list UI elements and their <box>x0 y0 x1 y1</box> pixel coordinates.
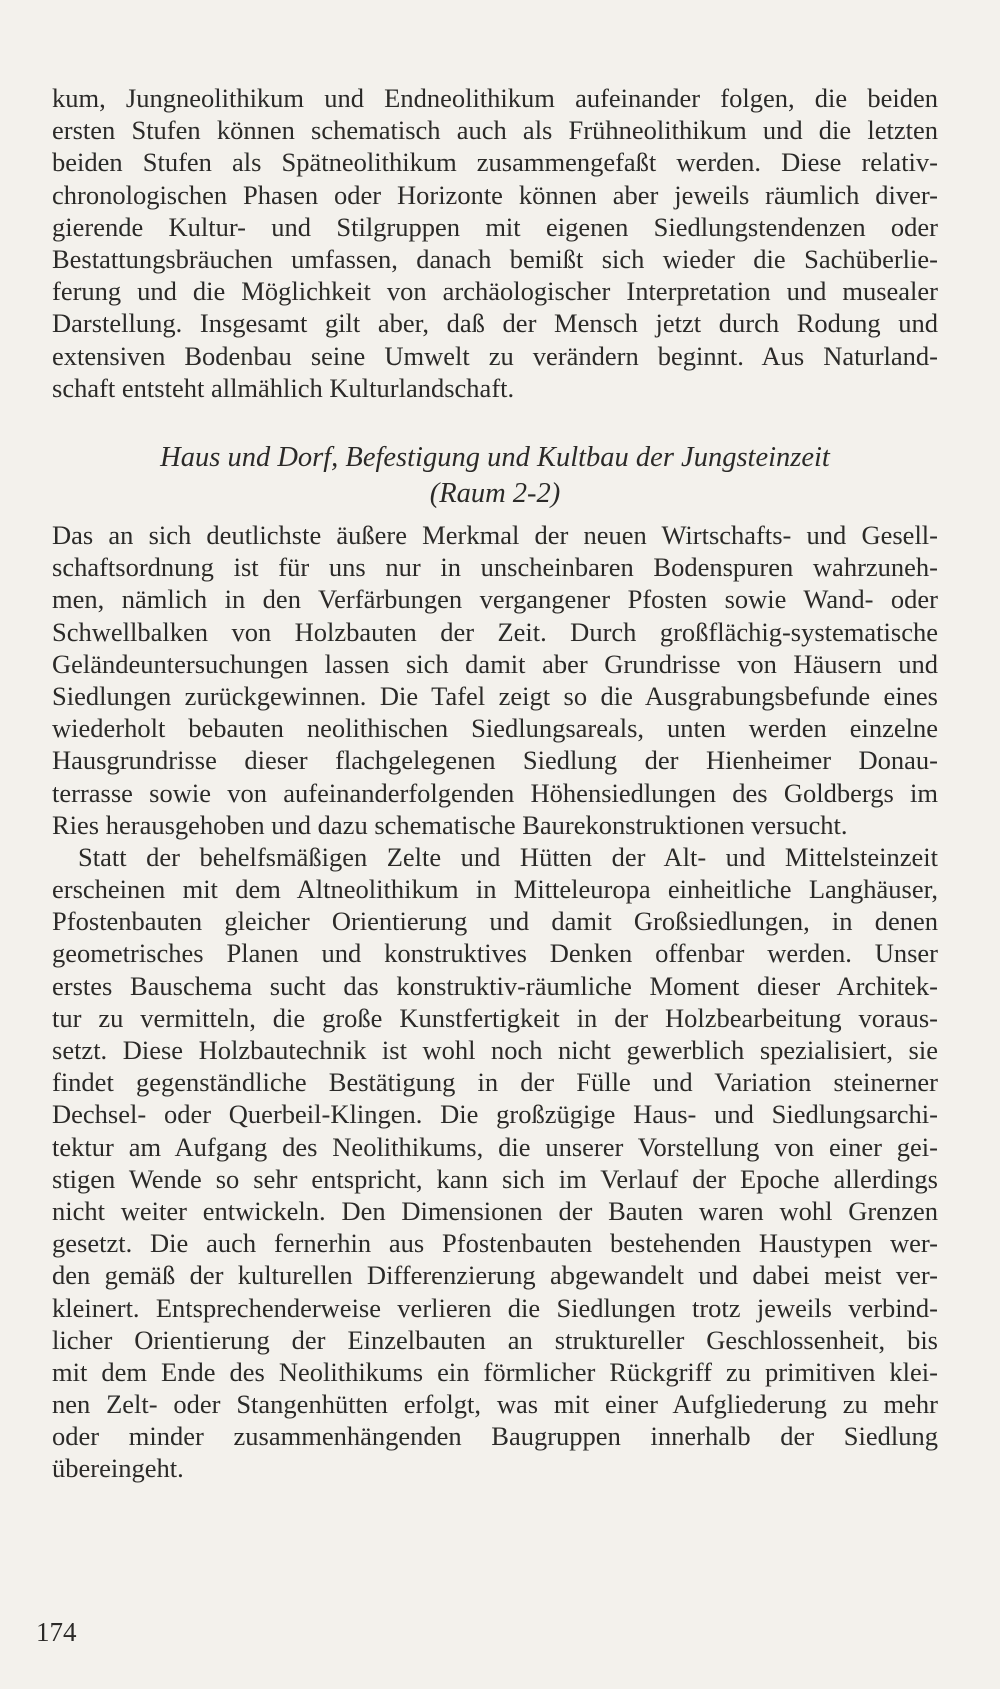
text-line: men, nämlich in den Verfärbungen vergangener Pfosten sowie Wand- oder <box>52 584 938 615</box>
text-line: setzt. Diese Holzbautechnik ist wohl noch nicht gewerblich spezialisiert, sie <box>52 1035 938 1065</box>
text-line: tektur am Aufgang des Neolithikums, die unserer Vorstellung von einer gei- <box>52 1131 938 1162</box>
text-line: übereingeht. <box>52 1453 184 1484</box>
paragraph-1 <box>52 519 938 841</box>
text-line: Statt der behelfsmäßigen Zelte und Hütten der Alt- und Mittelsteinzeit <box>78 841 938 872</box>
text-line: erstes Bauschema sucht das konstruktiv-räumliche Moment dieser Architek- <box>52 970 938 1001</box>
text-line: Das an sich deutlichste äußere Merkmal der neuen Wirtschafts- und Gesell- <box>52 520 938 550</box>
text-line: Schwellbalken von Holzbauten der Zeit. Durch großflächig-systematische <box>52 616 938 647</box>
text-line: gierende Kultur- und Stilgruppen mit eigenen Siedlungstendenzen oder <box>52 211 938 242</box>
text-line: licher Orientierung der Einzelbauten an struktureller Geschlossenheit, bis <box>52 1324 938 1355</box>
text-line: beiden Stufen als Spätneolithikum zusammengefaßt werden. Diese relativ- <box>52 147 938 178</box>
text-line: ferung und die Möglichkeit von archäologischer Interpretation und musealer <box>52 276 938 307</box>
page-number: 174 <box>36 1617 77 1647</box>
paragraph-2 <box>52 841 938 1485</box>
text-line: Bestattungsbräuchen umfassen, danach bemißt sich wieder die Sachüberlie- <box>52 243 938 274</box>
text-line: gesetzt. Die auch fernerhin aus Pfostenbauten bestehenden Haustypen wer- <box>52 1228 938 1259</box>
text-line: geometrisches Planen und konstruktives Denken offenbar werden. Unser <box>52 938 938 969</box>
text-line: nicht weiter entwickeln. Den Dimensionen der Bauten waren wohl Grenzen <box>52 1195 938 1226</box>
text-line: erscheinen mit dem Altneolithikum in Mitteleuropa einheitliche Langhäuser, <box>52 874 938 905</box>
text-line: Hausgrundrisse dieser flachgelegenen Siedlung der Hienheimer Donau- <box>52 745 938 776</box>
section-heading-room: (Raum 2-2) <box>429 478 561 509</box>
text-line: den gemäß der kulturellen Differenzierung abgewandelt und dabei meist ver- <box>52 1260 938 1291</box>
text-line: Ries herausgehoben und dazu schematische Baurekonstruktionen versucht. <box>52 809 848 840</box>
text-line: Geländeuntersuchungen lassen sich damit aber Grundrisse von Häusern und <box>52 648 938 679</box>
text-line: oder minder zusammenhängenden Baugruppen innerhalb der Siedlung <box>52 1421 938 1452</box>
text-line: ersten Stufen können schematisch auch als Frühneolithikum und die letzten <box>52 115 938 146</box>
text-line: schaft entsteht allmählich Kulturlandschaft. <box>52 372 515 403</box>
text-line: kum, Jungneolithikum und Endneolithikum aufeinander folgen, die beiden <box>52 83 938 113</box>
text-line: schaftsordnung ist für uns nur in unscheinbaren Bodenspuren wahrzuneh- <box>52 552 938 583</box>
text-line: extensiven Bodenbau seine Umwelt zu verändern beginnt. Aus Naturland- <box>52 340 938 371</box>
text-line: kleinert. Entsprechenderweise verlieren die Siedlungen trotz jeweils verbind- <box>52 1292 938 1323</box>
text-line: chronologischen Phasen oder Horizonte können aber jeweils räumlich diver- <box>52 179 938 210</box>
text-line: Siedlungen zurückgewinnen. Die Tafel zeigt so die Ausgrabungsbefunde eines <box>52 680 938 711</box>
text-line: mit dem Ende des Neolithikums ein förmlicher Rückgriff zu primitiven klei- <box>52 1356 938 1387</box>
text-line: stigen Wende so sehr entspricht, kann sich im Verlauf der Epoche allerdings <box>52 1163 938 1194</box>
section-heading-title: Haus und Dorf, Befestigung und Kultbau der Jungsteinzeit <box>160 442 830 473</box>
section-heading <box>52 440 938 512</box>
text-line: Darstellung. Insgesamt gilt aber, daß der Mensch jetzt durch Rodung und <box>52 308 938 339</box>
text-line: terrasse sowie von aufeinanderfolgenden Höhensiedlungen des Goldbergs im <box>52 777 938 808</box>
body-text <box>52 519 938 1485</box>
text-line: findet gegenständliche Bestätigung in der Fülle und Variation steinerner <box>52 1067 938 1098</box>
text-line: Pfostenbauten gleicher Orientierung und damit Großsiedlungen, in denen <box>52 906 938 937</box>
intro-paragraph <box>52 82 938 404</box>
text-line: nen Zelt- oder Stangenhütten erfolgt, was mit einer Aufgliederung zu mehr <box>52 1389 938 1420</box>
text-line: wiederholt bebauten neolithischen Siedlungsareals, unten werden einzelne <box>52 713 938 744</box>
text-line: tur zu vermitteln, die große Kunstfertigkeit in der Holzbearbeitung voraus- <box>52 1002 938 1033</box>
text-line: Dechsel- oder Querbeil-Klingen. Die großzügige Haus- und Siedlungsarchi- <box>52 1099 938 1130</box>
